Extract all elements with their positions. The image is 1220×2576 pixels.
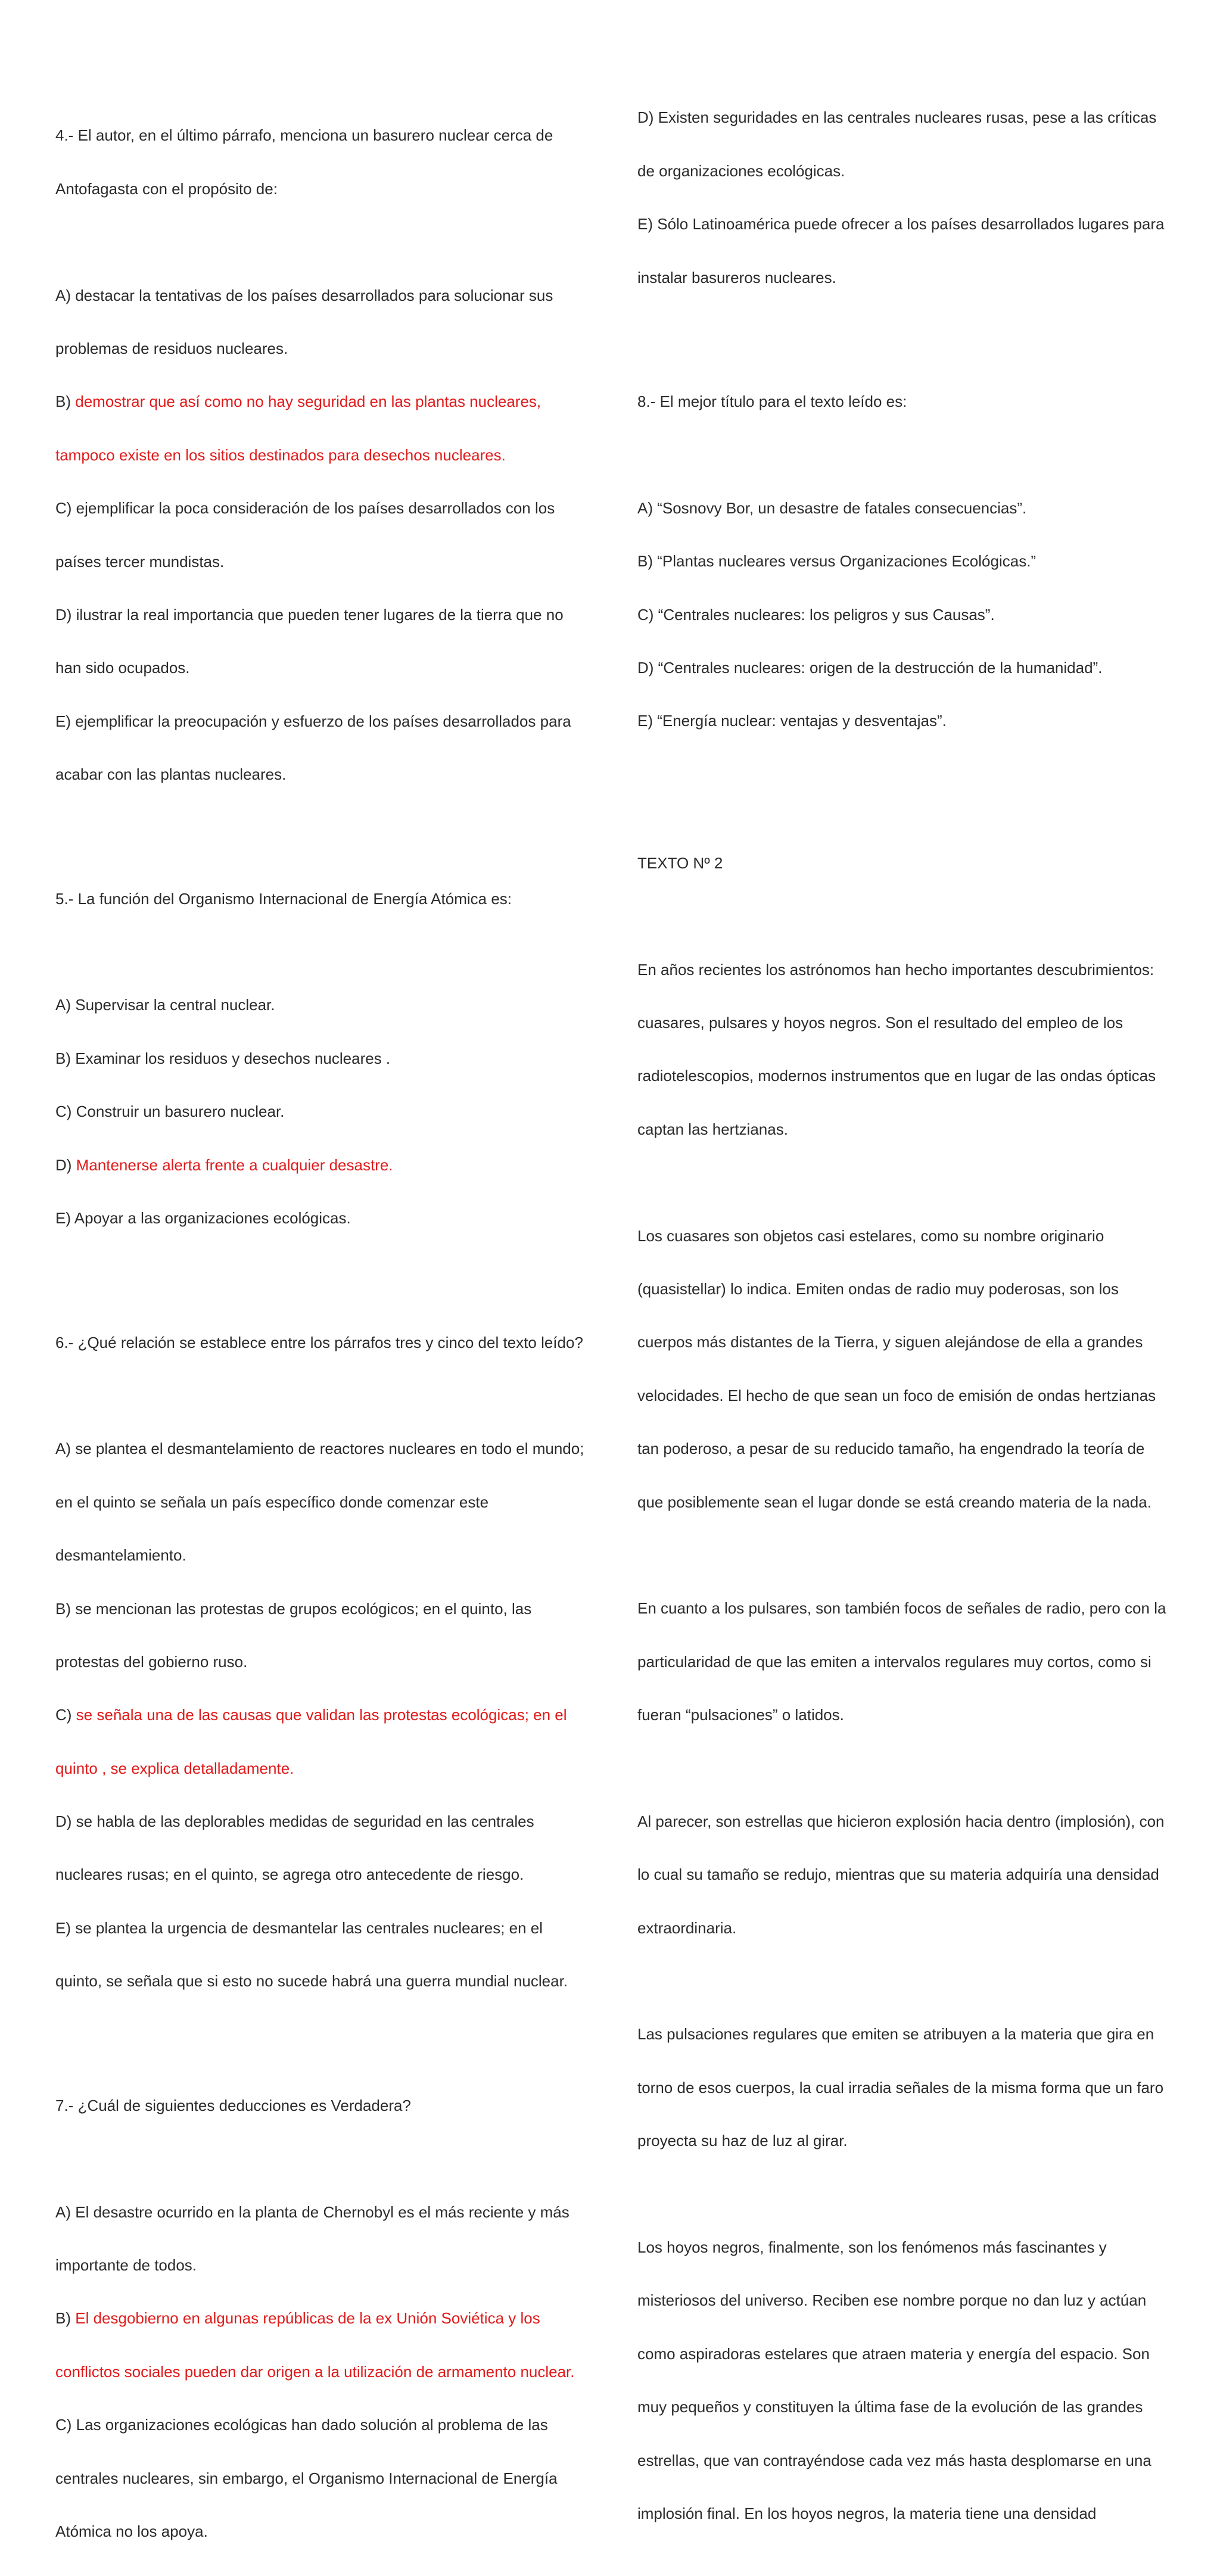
- q4-option-c-line-1: C) ejemplificar la poca consideración de los países desarrollados con los: [55, 499, 555, 518]
- texto2-p6-line-5: estrellas, que van contrayéndose cada vez más hasta desplomarse en una: [637, 2451, 1151, 2469]
- texto2-p5-line-1: Las pulsaciones regulares que emiten se atribuyen a la materia que gira en: [637, 2025, 1154, 2044]
- right-column: [637, 56, 1209, 2558]
- q5-option-c: C) Construir un basurero nuclear.: [55, 1102, 285, 1121]
- q4-answer-highlight: demostrar que así como no hay seguridad en las plantas nucleares,: [75, 393, 541, 411]
- texto2-heading: TEXTO Nº 2: [637, 854, 723, 872]
- q7-option-b-line-2: conflictos sociales pueden dar origen a la utilización de armamento nuclear.: [55, 2362, 575, 2381]
- texto2-p2-line-4: velocidades. El hecho de que sean un foco de emisión de ondas hertzianas: [637, 1386, 1156, 1404]
- q4-option-a-line-2: problemas de residuos nucleares.: [55, 339, 288, 357]
- q6-option-c-line-2: quinto , se explica detalladamente.: [55, 1759, 294, 1777]
- q8-option-c: C) “Centrales nucleares: los peligros y sus Causas”.: [637, 605, 995, 624]
- q6-option-a-line-2: en el quinto se señala un país específico donde comenzar este: [55, 1493, 489, 1511]
- q6-option-d-line-1: D) se habla de las deplorables medidas de seguridad en las centrales: [55, 1812, 534, 1831]
- q5-answer-highlight: Mantenerse alerta frente a cualquier desastre.: [76, 1155, 393, 1174]
- q8-option-b: B) “Plantas nucleares versus Organizaciones Ecológicas.”: [637, 552, 1037, 571]
- texto2-p4-line-1: Al parecer, son estrellas que hicieron explosión hacia dentro (implosión), con: [637, 1812, 1165, 1830]
- q8-option-d: D) “Centrales nucleares: origen de la destrucción de la humanidad”.: [637, 659, 1103, 677]
- q7-option-c-line-3: Atómica no los apoya.: [55, 2522, 208, 2540]
- texto2-p2-line-6: que posiblemente sean el lugar donde se está creando materia de la nada.: [637, 1493, 1151, 1511]
- q6-option-b-line-2: protestas del gobierno ruso.: [55, 1652, 248, 1671]
- texto2-p3-line-3: fueran “pulsaciones” o latidos.: [637, 1706, 844, 1724]
- q4-option-d-line-2: han sido ocupados.: [55, 659, 190, 677]
- q6-option-e-line-1: E) se plantea la urgencia de desmantelar las centrales nucleares; en el: [55, 1918, 543, 1937]
- q4-option-b-prefix: B): [55, 393, 76, 411]
- q6-option-c-prefix: C): [55, 1706, 76, 1724]
- texto2-p1-line-2: cuasares, pulsares y hoyos negros. Son el resultado del empleo de los: [637, 1014, 1123, 1032]
- texto2-p1-line-3: radiotelescopios, modernos instrumentos que en lugar de las ondas ópticas: [637, 1067, 1156, 1085]
- q6-option-c-line-1: [55, 1706, 627, 1724]
- texto2-p4-line-3: extraordinaria.: [637, 1918, 737, 1937]
- q6-question: 6.- ¿Qué relación se establece entre los párrafos tres y cinco del texto leído?: [55, 1333, 583, 1351]
- texto2-p6-line-1: Los hoyos negros, finalmente, son los fenómenos más fascinantes y: [637, 2238, 1107, 2257]
- texto2-p6-line-3: como aspiradoras estelares que atraen materia y energía del espacio. Son: [637, 2344, 1150, 2363]
- q4-option-a-line-1: A) destacar la tentativas de los países desarrollados para solucionar sus: [55, 286, 553, 304]
- q8-option-a: A) “Sosnovy Bor, un desastre de fatales consecuencias”.: [637, 499, 1027, 517]
- q5-option-d-prefix: D): [55, 1155, 76, 1174]
- texto2-p6-line-6: implosión final. En los hoyos negros, la materia tiene una densidad: [637, 2504, 1097, 2522]
- texto2-p2-line-3: cuerpos más distantes de la Tierra, y siguen alejándose de ella a grandes: [637, 1333, 1143, 1351]
- q5-option-b: B) Examinar los residuos y desechos nucleares .: [55, 1049, 391, 1067]
- texto2-p2-line-1: Los cuasares son objetos casi estelares, como su nombre originario: [637, 1226, 1104, 1245]
- q6-option-d-line-2: nucleares rusas; en el quinto, se agrega otro antecedente de riesgo.: [55, 1865, 524, 1884]
- texto2-p3-line-1: En cuanto a los pulsares, son también focos de señales de radio, pero con la: [637, 1599, 1166, 1618]
- q6-option-b-line-1: B) se mencionan las protestas de grupos ecológicos; en el quinto, las: [55, 1599, 532, 1618]
- q6-option-a-line-3: desmantelamiento.: [55, 1546, 186, 1565]
- q5-option-a: A) Supervisar la central nuclear.: [55, 996, 275, 1014]
- q7-question: 7.- ¿Cuál de siguientes deducciones es Verdadera?: [55, 2096, 411, 2114]
- q7-option-d-line-1: D) Existen seguridades en las centrales nucleares rusas, pese a las críticas: [637, 108, 1157, 127]
- texto2-p2-line-2: (quasistellar) lo indica. Emiten ondas de radio muy poderosas, son los: [637, 1279, 1119, 1298]
- q5-question: 5.- La función del Organismo Internacional de Energía Atómica es:: [55, 889, 512, 908]
- q6-option-e-line-2: quinto, se señala que si esto no sucede habrá una guerra mundial nuclear.: [55, 1972, 568, 1991]
- texto2-p5-line-2: torno de esos cuerpos, la cual irradia señales de la misma forma que un faro: [637, 2078, 1164, 2097]
- q7-option-d-line-2: de organizaciones ecológicas.: [637, 161, 845, 180]
- texto2-p2-line-5: tan poderoso, a pesar de su reducido tamaño, ha engendrado la teoría de: [637, 1440, 1145, 1458]
- q7-option-e-line-2: instalar basureros nucleares.: [637, 268, 836, 286]
- texto2-p3-line-2: particularidad de que las emiten a intervalos regulares muy cortos, como si: [637, 1652, 1151, 1671]
- texto2-p6-line-4: muy pequeños y constituyen la última fase de la evolución de las grandes: [637, 2398, 1143, 2416]
- q5-option-d: [55, 1157, 627, 1175]
- q8-question: 8.- El mejor título para el texto leído es:: [637, 393, 907, 411]
- q6-option-a-line-1: A) se plantea el desmantelamiento de reactores nucleares en todo el mundo;: [55, 1440, 584, 1458]
- q4-option-e-line-2: acabar con las plantas nucleares.: [55, 765, 287, 784]
- q6-answer-highlight: se señala una de las causas que validan las protestas ecológicas; en el: [76, 1706, 567, 1724]
- q7-option-b-prefix: B): [55, 2309, 76, 2328]
- texto2-p4-line-2: lo cual su tamaño se redujo, mientras que su materia adquiría una densidad: [637, 1865, 1159, 1884]
- q7-option-c-line-2: centrales nucleares, sin embargo, el Organismo Internacional de Energía: [55, 2469, 558, 2487]
- texto2-p1-line-4: captan las hertzianas.: [637, 1120, 788, 1138]
- q7-option-b-line-1: [55, 2310, 627, 2328]
- q5-option-e: E) Apoyar a las organizaciones ecológicas.: [55, 1209, 351, 1227]
- texto2-p1-line-1: En años recientes los astrónomos han hecho importantes descubrimientos:: [637, 960, 1154, 979]
- q7-option-c-line-1: C) Las organizaciones ecológicas han dado solución al problema de las: [55, 2416, 548, 2434]
- q4-option-b-line-2: tampoco existe en los sitios destinados para desechos nucleares.: [55, 446, 506, 464]
- q4-option-c-line-2: países tercer mundistas.: [55, 552, 225, 571]
- q7-option-e-line-1: E) Sólo Latinoamérica puede ofrecer a los países desarrollados lugares para: [637, 215, 1165, 233]
- texto2-p5-line-3: proyecta su haz de luz al girar.: [637, 2132, 848, 2150]
- q7-answer-highlight: El desgobierno en algunas repúblicas de la ex Unión Soviética y los: [75, 2309, 540, 2328]
- q7-option-a-line-2: importante de todos.: [55, 2256, 197, 2275]
- q4-question-line-1: 4.- El autor, en el último párrafo, menciona un basurero nuclear cerca de: [55, 126, 553, 145]
- left-column: [55, 74, 627, 2576]
- q4-question-line-2: Antofagasta con el propósito de:: [55, 179, 278, 198]
- q4-option-d-line-1: D) ilustrar la real importancia que pueden tener lugares de la tierra que no: [55, 605, 564, 624]
- q4-option-e-line-1: E) ejemplificar la preocupación y esfuerzo de los países desarrollados para: [55, 712, 571, 730]
- q4-option-b-line-1: [55, 393, 627, 411]
- texto2-p6-line-2: misteriosos del universo. Reciben ese nombre porque no dan luz y actúan: [637, 2291, 1147, 2310]
- q8-option-e: E) “Energía nuclear: ventajas y desventajas”.: [637, 712, 947, 730]
- q7-option-a-line-1: A) El desastre ocurrido en la planta de Chernobyl es el más reciente y más: [55, 2203, 569, 2221]
